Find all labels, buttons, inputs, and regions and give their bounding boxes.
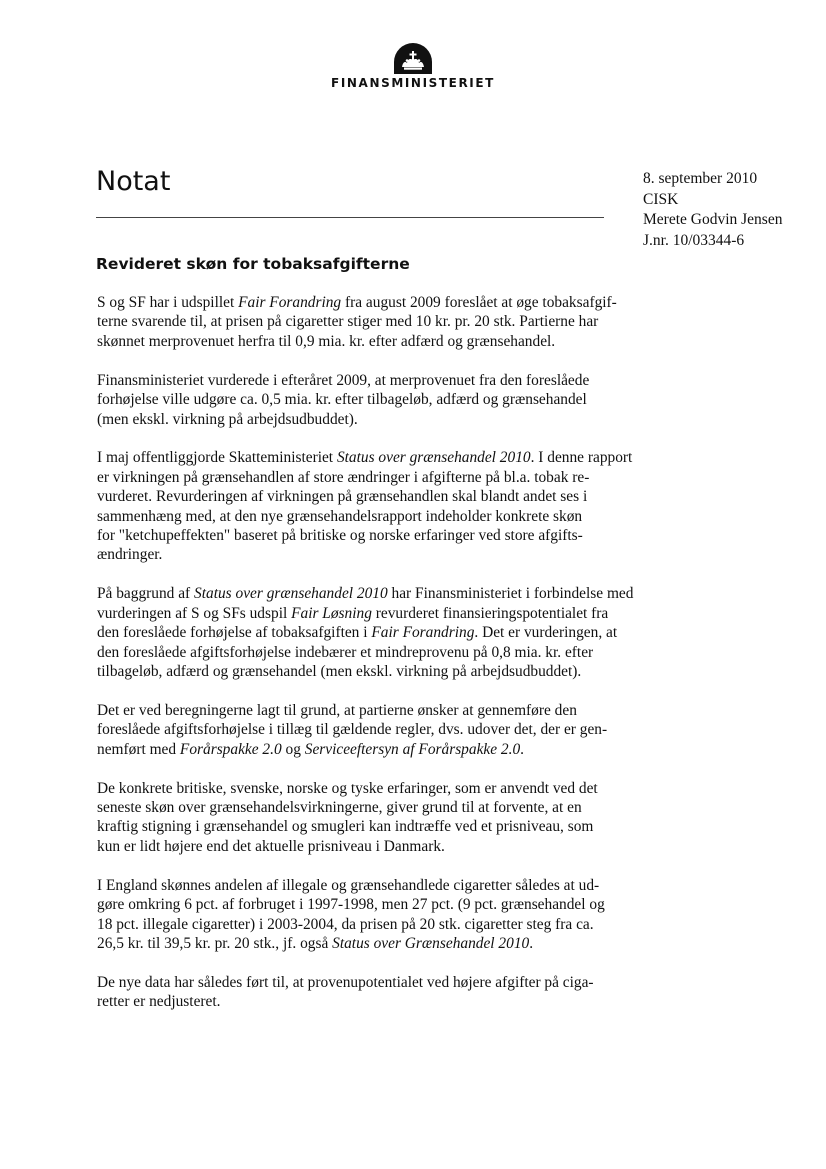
text-run: tilbageløb, adfærd og grænsehandel (men ekskl. virkning på arbejdsudbuddet). (97, 663, 582, 680)
text-run: og (281, 740, 305, 758)
text-run: I maj offentliggjorde Skatteministeriet (97, 449, 337, 467)
body-paragraph (97, 876, 637, 954)
body-paragraph (97, 371, 637, 429)
text-run: Det er ved beregningerne lagt til grund, at partierne ønsker at gennemføre den (97, 701, 577, 719)
text-run: forhøjelse ville udgøre ca. 0,5 mia. kr. efter tilbageløb, adfærd og grænsehandel (97, 391, 587, 409)
text-run: 18 pct. illegale cigaretter) i 2003-2004, da prisen på 20 stk. cigaretter steg fra ca. (97, 915, 594, 933)
body-paragraph (97, 584, 637, 681)
text-run: vurderingen af S og SFs udspil (97, 604, 292, 622)
text-run: De nye data har således ført til, at provenupotentialet ved højere afgifter på ciga- (97, 973, 594, 991)
text-run: har Finansministeriet i forbindelse med (387, 585, 634, 603)
text-run: De konkrete britiske, svenske, norske og tyske erfaringer, som er anvendt ved det (97, 779, 598, 797)
body-paragraph (97, 701, 637, 759)
text-run: kraftig stigning i grænsehandel og smugleri kan indtræffe ved et prisniveau, som (97, 818, 594, 836)
text-run: gøre omkring 6 pct. af forbruget i 1997-1998, men 27 pct. (9 pct. grænsehandel og (97, 896, 605, 914)
text-run: vurderet. Revurderingen af virkningen på grænsehandlen skal blandt andet ses i (97, 488, 588, 506)
italic-reference: Serviceeftersyn af Forårspakke 2.0 (304, 740, 521, 758)
text-run: kun er lidt højere end det aktuelle prisniveau i Danmark. (97, 837, 445, 855)
italic-reference: Status over Grænsehandel 2010 (332, 934, 530, 952)
text-run: den foreslåede afgiftsforhøjelse indebærer et mindreprovenu på 0,8 mia. kr. efter (97, 643, 594, 661)
italic-reference: Status over grænsehandel 2010 (336, 449, 531, 467)
text-run: 26,5 kr. til 39,5 kr. pr. 20 stk., jf. også (97, 934, 333, 952)
meta-date: 8. september 2010 (643, 170, 758, 187)
meta-author: Merete Godvin Jensen (643, 211, 783, 228)
italic-reference: Fair Forandring (238, 294, 342, 311)
text-run: (men ekskl. virkning på arbejdsudbuddet). (97, 410, 358, 428)
text-run: retter er nedjusteret. (97, 993, 221, 1011)
text-run: foreslåede afgiftsforhøjelse i tillæg til gældende regler, dvs. udover det, der er gen- (97, 721, 608, 739)
text-run: . (529, 934, 534, 952)
text-run: nemført med (97, 740, 180, 758)
text-run: Finansministeriet vurderede i efteråret 2009, at merprovenuet fra den foreslåede (97, 371, 590, 389)
italic-reference: Fair Forandring (371, 624, 475, 642)
text-run: . I denne rapport (530, 449, 633, 467)
body-paragraph (97, 448, 637, 564)
text-run: terne svarende til, at prisen på cigaretter stiger med 10 kr. pr. 20 stk. Partierne har (97, 313, 599, 331)
text-run: seneste skøn over grænsehandelsvirkningerne, giver grund til at forvente, at en (97, 799, 582, 817)
body-paragraph (97, 779, 637, 857)
text-run: er virkningen på grænsehandlen af store ændringer i afgifterne på bl.a. tobak re- (97, 468, 590, 486)
crown-crest-icon (393, 42, 433, 74)
document-title: Notat (96, 166, 171, 197)
document-subject: Revideret skøn for tobaksafgifterne (96, 255, 410, 273)
italic-reference: Forårspakke 2.0 (179, 740, 282, 758)
text-run: . (520, 740, 525, 758)
text-run: for "ketchupeffekten" baseret på britiske og norske erfaringer ved store afgifts- (97, 527, 583, 545)
text-run: fra august 2009 foreslået at øge tobaksafgif- (341, 294, 617, 311)
body-paragraph (97, 973, 637, 1012)
ministry-logo (0, 42, 826, 90)
text-run: ændringer. (97, 546, 163, 564)
italic-reference: Fair Løsning (291, 604, 372, 622)
text-run: . Det er vurderingen, at (474, 624, 618, 642)
text-run: den foreslåede forhøjelse af tobaksafgiften i (97, 624, 372, 642)
text-run: I England skønnes andelen af illegale og grænsehandlede cigaretter således at ud- (97, 876, 600, 894)
meta-initials: CISK (643, 190, 679, 208)
body-paragraph (97, 293, 637, 351)
text-run: revurderet finansieringspotentialet fra (371, 604, 609, 622)
org-name: FINANSMINISTERIET (331, 76, 495, 90)
text-run: sammenhæng med, at den nye grænsehandelsrapport indeholder konkrete skøn (97, 507, 583, 525)
text-run: skønnet merprovenuet herfra til 0,9 mia. kr. efter adfærd og grænsehandel. (97, 332, 556, 350)
text-run: På baggrund af (97, 585, 195, 603)
document-meta (643, 169, 782, 251)
meta-journal-number: J.nr. 10/03344-6 (643, 231, 745, 249)
italic-reference: Status over grænsehandel 2010 (194, 585, 388, 603)
document-body (97, 293, 637, 1031)
text-run: S og SF har i udspillet (97, 294, 239, 311)
title-divider (96, 217, 604, 218)
